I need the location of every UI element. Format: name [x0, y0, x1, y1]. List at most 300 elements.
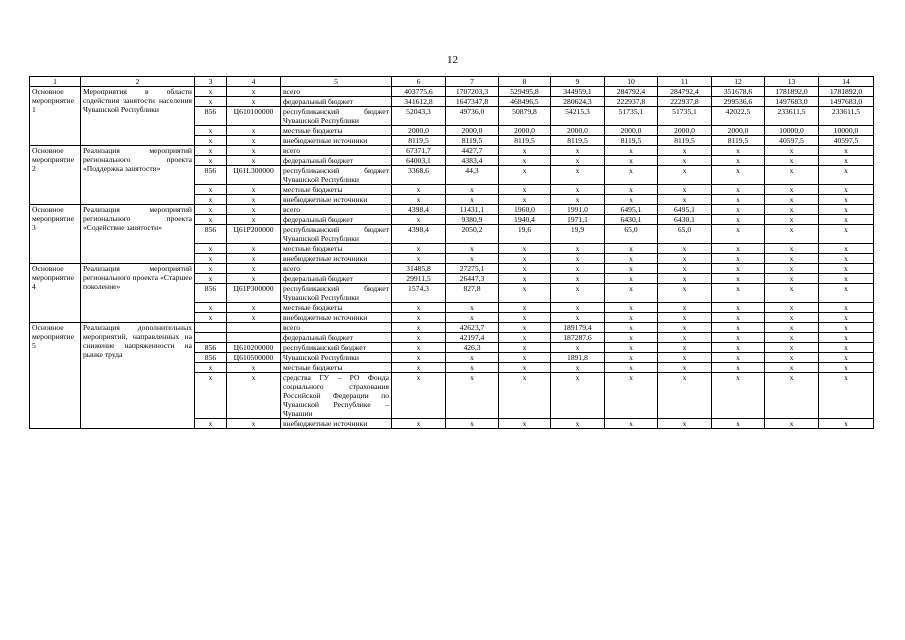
value-cell: 2000,0	[499, 126, 551, 136]
value-cell: x	[765, 284, 819, 303]
value-cell: x	[605, 254, 658, 264]
value-cell: x	[819, 419, 874, 429]
funding-source-cell: федеральный бюджет	[281, 215, 392, 225]
value-cell: x	[819, 323, 874, 333]
value-cell: x	[392, 244, 446, 254]
value-cell: 42022,5	[712, 107, 765, 126]
funding-source-cell: всего	[281, 146, 392, 156]
value-cell: x	[712, 254, 765, 264]
value-cell: 341612,8	[392, 97, 446, 107]
funding-source-cell: внебюджетные источники	[281, 313, 392, 323]
value-cell: x	[765, 215, 819, 225]
value-cell: x	[765, 313, 819, 323]
admin-code-cell: 856	[195, 353, 227, 363]
admin-code-cell: x	[195, 373, 227, 419]
value-cell: 27275,1	[446, 264, 499, 274]
value-cell: x	[392, 313, 446, 323]
budget-code-cell: x	[227, 254, 281, 264]
value-cell: 2000,0	[392, 126, 446, 136]
value-cell: 1781892,0	[819, 87, 874, 97]
event-name-cell: Основное мероприятие 2	[30, 146, 81, 205]
value-cell: x	[658, 254, 712, 264]
value-cell: x	[551, 313, 605, 323]
value-cell: 189179,4	[551, 323, 605, 333]
funding-source-cell: республиканский бюджет Чувашской Республики	[281, 107, 392, 126]
value-cell: x	[605, 353, 658, 363]
value-cell: x	[658, 284, 712, 303]
value-cell: x	[551, 373, 605, 419]
value-cell: x	[605, 185, 658, 195]
value-cell: x	[605, 363, 658, 373]
budget-code-cell: x	[227, 146, 281, 156]
value-cell: x	[658, 195, 712, 205]
value-cell: x	[392, 185, 446, 195]
value-cell: x	[605, 195, 658, 205]
funding-source-cell: всего	[281, 264, 392, 274]
value-cell: x	[765, 205, 819, 215]
value-cell: x	[819, 146, 874, 156]
value-cell: x	[658, 166, 712, 185]
admin-code-cell: x	[195, 126, 227, 136]
value-cell: x	[499, 363, 551, 373]
value-cell: x	[712, 363, 765, 373]
value-cell: x	[392, 343, 446, 353]
value-cell: x	[446, 185, 499, 195]
budget-code-cell: Ц61P300000	[227, 284, 281, 303]
value-cell: x	[605, 166, 658, 185]
value-cell: 44,3	[446, 166, 499, 185]
value-cell: 529495,8	[499, 87, 551, 97]
header-cell: 9	[551, 77, 605, 87]
admin-code-cell: x	[195, 264, 227, 274]
funding-source-cell: внебюджетные источники	[281, 254, 392, 264]
funding-source-cell: внебюджетные источники	[281, 419, 392, 429]
header-cell: 5	[281, 77, 392, 87]
event-description-cell: Мероприятия в области содействия занятости населения Чувашской Республики	[81, 87, 195, 146]
budget-code-cell	[227, 333, 281, 343]
value-cell: 1891,8	[551, 353, 605, 363]
value-cell: x	[392, 353, 446, 363]
value-cell: x	[499, 303, 551, 313]
value-cell: x	[712, 343, 765, 353]
value-cell: x	[551, 284, 605, 303]
value-cell: x	[765, 225, 819, 244]
header-cell: 3	[195, 77, 227, 87]
value-cell: 1497683,0	[765, 97, 819, 107]
value-cell: x	[446, 244, 499, 254]
funding-source-cell: федеральный бюджет	[281, 274, 392, 284]
value-cell: x	[658, 303, 712, 313]
value-cell: x	[551, 419, 605, 429]
value-cell: 4427,7	[446, 146, 499, 156]
value-cell: x	[765, 343, 819, 353]
value-cell: 1574,3	[392, 284, 446, 303]
value-cell: x	[658, 264, 712, 274]
value-cell: x	[551, 166, 605, 185]
value-cell: x	[499, 254, 551, 264]
funding-source-cell: местные бюджеты	[281, 244, 392, 254]
budget-code-cell: x	[227, 274, 281, 284]
value-cell: 52043,3	[392, 107, 446, 126]
funding-source-cell: федеральный бюджет	[281, 156, 392, 166]
value-cell: x	[819, 254, 874, 264]
value-cell: x	[658, 363, 712, 373]
admin-code-cell: x	[195, 244, 227, 254]
value-cell: 2000,0	[551, 126, 605, 136]
value-cell: 1647347,8	[446, 97, 499, 107]
funding-source-cell: местные бюджеты	[281, 303, 392, 313]
budget-code-cell: x	[227, 264, 281, 274]
value-cell: 19,9	[551, 225, 605, 244]
value-cell: x	[819, 205, 874, 215]
value-cell: x	[712, 166, 765, 185]
value-cell: x	[605, 343, 658, 353]
budget-code-cell: x	[227, 419, 281, 429]
value-cell: x	[605, 303, 658, 313]
value-cell: x	[765, 363, 819, 373]
value-cell: x	[712, 185, 765, 195]
admin-code-cell: x	[195, 274, 227, 284]
value-cell: 280624,3	[551, 97, 605, 107]
value-cell: x	[765, 254, 819, 264]
value-cell: x	[765, 274, 819, 284]
funding-source-cell: местные бюджеты	[281, 185, 392, 195]
funding-source-cell: Чувашской Республики	[281, 353, 392, 363]
value-cell: x	[765, 303, 819, 313]
value-cell: x	[446, 254, 499, 264]
budget-code-cell: x	[227, 313, 281, 323]
value-cell: x	[712, 419, 765, 429]
value-cell: 2050,2	[446, 225, 499, 244]
value-cell: 8119,5	[392, 136, 446, 146]
value-cell: x	[551, 185, 605, 195]
value-cell: x	[499, 166, 551, 185]
value-cell: x	[819, 284, 874, 303]
funding-source-cell: внебюджетные источники	[281, 195, 392, 205]
budget-code-cell: x	[227, 205, 281, 215]
value-cell: x	[499, 274, 551, 284]
value-cell: 65,0	[605, 225, 658, 244]
table-row	[30, 146, 874, 156]
value-cell: x	[392, 254, 446, 264]
value-cell: x	[499, 373, 551, 419]
table-row	[30, 323, 874, 333]
value-cell: 8119,5	[658, 136, 712, 146]
admin-code-cell: x	[195, 87, 227, 97]
admin-code-cell: 856	[195, 284, 227, 303]
value-cell: x	[658, 323, 712, 333]
value-cell: 284792,4	[658, 87, 712, 97]
value-cell: x	[819, 343, 874, 353]
value-cell: 8119,5	[499, 136, 551, 146]
value-cell: x	[712, 225, 765, 244]
value-cell: x	[819, 313, 874, 323]
budget-code-cell: Ц610500000	[227, 353, 281, 363]
value-cell: 1781892,0	[765, 87, 819, 97]
admin-code-cell: x	[195, 195, 227, 205]
value-cell: x	[551, 254, 605, 264]
value-cell: x	[819, 353, 874, 363]
value-cell: x	[551, 146, 605, 156]
value-cell: x	[446, 373, 499, 419]
value-cell: x	[499, 244, 551, 254]
value-cell: x	[658, 156, 712, 166]
value-cell: x	[499, 156, 551, 166]
value-cell: 51735,1	[605, 107, 658, 126]
admin-code-cell: x	[195, 185, 227, 195]
value-cell: x	[605, 244, 658, 254]
budget-code-cell: x	[227, 244, 281, 254]
value-cell: x	[712, 205, 765, 215]
value-cell: 19,6	[499, 225, 551, 244]
budget-code-cell: x	[227, 195, 281, 205]
value-cell: 40597,5	[819, 136, 874, 146]
admin-code-cell: x	[195, 215, 227, 225]
header-cell: 2	[81, 77, 195, 87]
value-cell: 1991,0	[551, 205, 605, 215]
value-cell: 284792,4	[605, 87, 658, 97]
value-cell: 233611,5	[765, 107, 819, 126]
value-cell: 1497683,0	[819, 97, 874, 107]
value-cell: x	[392, 323, 446, 333]
value-cell: 2000,0	[712, 126, 765, 136]
event-description-cell: Реализация мероприятий регионального проекта «Содействие занятости»	[81, 205, 195, 264]
value-cell: 2000,0	[605, 126, 658, 136]
value-cell: x	[658, 244, 712, 254]
value-cell: x	[446, 303, 499, 313]
value-cell: 11431,1	[446, 205, 499, 215]
value-cell: x	[765, 323, 819, 333]
value-cell: x	[765, 195, 819, 205]
value-cell: x	[605, 156, 658, 166]
value-cell: x	[765, 264, 819, 274]
value-cell: x	[819, 363, 874, 373]
value-cell: 1960,0	[499, 205, 551, 215]
value-cell: 4398,4	[392, 225, 446, 244]
value-cell: 67371,7	[392, 146, 446, 156]
value-cell: 9380,9	[446, 215, 499, 225]
budget-code-cell: Ц61L300000	[227, 166, 281, 185]
funding-source-cell: республиканский бюджет Чувашской Республики	[281, 284, 392, 303]
value-cell: x	[658, 343, 712, 353]
budget-code-cell	[227, 323, 281, 333]
value-cell: x	[392, 373, 446, 419]
value-cell: x	[712, 323, 765, 333]
event-description-cell: Реализация мероприятий регионального проекта «Старшее поколение»	[81, 264, 195, 323]
value-cell: 6430,1	[658, 215, 712, 225]
value-cell: 344959,1	[551, 87, 605, 97]
value-cell: 26447,3	[446, 274, 499, 284]
funding-source-cell: местные бюджеты	[281, 363, 392, 373]
value-cell: 10000,0	[765, 126, 819, 136]
value-cell: x	[819, 156, 874, 166]
value-cell: 10000,0	[819, 126, 874, 136]
value-cell: x	[819, 215, 874, 225]
funding-source-cell: внебюджетные источники	[281, 136, 392, 146]
value-cell: x	[819, 274, 874, 284]
event-name-cell: Основное мероприятие 5	[30, 323, 81, 429]
value-cell: x	[392, 419, 446, 429]
admin-code-cell: x	[195, 146, 227, 156]
value-cell: x	[499, 313, 551, 323]
value-cell: x	[819, 225, 874, 244]
header-cell: 8	[499, 77, 551, 87]
value-cell: x	[712, 333, 765, 343]
value-cell: 6495,1	[605, 205, 658, 215]
event-name-cell: Основное мероприятие 4	[30, 264, 81, 323]
value-cell: 2000,0	[446, 126, 499, 136]
value-cell: 222937,8	[605, 97, 658, 107]
budget-code-cell: x	[227, 136, 281, 146]
header-cell: 7	[446, 77, 499, 87]
value-cell: 4398,4	[392, 205, 446, 215]
value-cell: x	[392, 215, 446, 225]
value-cell: 8119,5	[605, 136, 658, 146]
value-cell: 40597,5	[765, 136, 819, 146]
value-cell: x	[551, 343, 605, 353]
value-cell: x	[446, 419, 499, 429]
header-cell: 13	[765, 77, 819, 87]
value-cell: 3368,6	[392, 166, 446, 185]
page-number: 12	[447, 54, 458, 66]
value-cell: x	[392, 303, 446, 313]
header-cell: 1	[30, 77, 81, 87]
event-name-cell: Основное мероприятие 1	[30, 87, 81, 146]
value-cell: 468496,5	[499, 97, 551, 107]
value-cell: x	[819, 244, 874, 254]
value-cell: x	[446, 313, 499, 323]
header-cell: 10	[605, 77, 658, 87]
value-cell: 1971,1	[551, 215, 605, 225]
value-cell: 1940,4	[499, 215, 551, 225]
value-cell: 64003,1	[392, 156, 446, 166]
budget-code-cell: x	[227, 156, 281, 166]
value-cell: x	[499, 343, 551, 353]
value-cell: x	[551, 363, 605, 373]
admin-code-cell: 856	[195, 225, 227, 244]
value-cell: 6495,1	[658, 205, 712, 215]
value-cell: x	[551, 156, 605, 166]
value-cell: x	[765, 146, 819, 156]
budget-code-cell: x	[227, 126, 281, 136]
value-cell: x	[712, 156, 765, 166]
value-cell: x	[551, 303, 605, 313]
value-cell: 8119,5	[712, 136, 765, 146]
value-cell: x	[392, 363, 446, 373]
value-cell: x	[765, 333, 819, 343]
value-cell: x	[605, 419, 658, 429]
value-cell: x	[658, 185, 712, 195]
funding-source-cell: республиканский бюджет Чувашской Республики	[281, 166, 392, 185]
funding-source-cell: республиканский бюджет	[281, 343, 392, 353]
value-cell: 187287,6	[551, 333, 605, 343]
value-cell: x	[499, 353, 551, 363]
value-cell: 1707203,3	[446, 87, 499, 97]
value-cell: x	[765, 156, 819, 166]
value-cell: x	[712, 353, 765, 363]
value-cell: x	[446, 363, 499, 373]
value-cell: x	[712, 195, 765, 205]
value-cell: x	[551, 195, 605, 205]
value-cell: 299536,6	[712, 97, 765, 107]
value-cell: x	[658, 313, 712, 323]
header-row	[30, 77, 874, 87]
value-cell: x	[551, 264, 605, 274]
value-cell: x	[712, 373, 765, 419]
value-cell: x	[765, 185, 819, 195]
admin-code-cell: x	[195, 363, 227, 373]
value-cell: x	[658, 274, 712, 284]
value-cell: x	[819, 303, 874, 313]
value-cell: x	[819, 195, 874, 205]
value-cell: 8119,5	[446, 136, 499, 146]
value-cell: x	[712, 215, 765, 225]
value-cell: x	[658, 373, 712, 419]
budget-code-cell: Ц610200000	[227, 343, 281, 353]
event-description-cell: Реализация мероприятий регионального проекта «Поддержка занятости»	[81, 146, 195, 205]
admin-code-cell: 856	[195, 166, 227, 185]
budget-code-cell: x	[227, 97, 281, 107]
value-cell: x	[392, 333, 446, 343]
budget-code-cell: x	[227, 87, 281, 97]
value-cell: x	[605, 264, 658, 274]
value-cell: x	[765, 373, 819, 419]
value-cell: x	[446, 195, 499, 205]
admin-code-cell: x	[195, 97, 227, 107]
value-cell: x	[658, 333, 712, 343]
value-cell: x	[605, 284, 658, 303]
value-cell: x	[392, 195, 446, 205]
admin-code-cell: x	[195, 205, 227, 215]
value-cell: x	[499, 419, 551, 429]
budget-code-cell: x	[227, 185, 281, 195]
value-cell: 233611,5	[819, 107, 874, 126]
value-cell: 51735,1	[658, 107, 712, 126]
admin-code-cell	[195, 333, 227, 343]
value-cell: x	[551, 274, 605, 284]
value-cell: x	[499, 146, 551, 156]
funding-source-cell: республиканский бюджет Чувашской Республики	[281, 225, 392, 244]
value-cell: x	[605, 373, 658, 419]
value-cell: x	[658, 353, 712, 363]
header-cell: 11	[658, 77, 712, 87]
funding-source-cell: всего	[281, 87, 392, 97]
budget-code-cell: Ц61P200000	[227, 225, 281, 244]
event-name-cell: Основное мероприятие 3	[30, 205, 81, 264]
admin-code-cell: x	[195, 313, 227, 323]
value-cell: x	[499, 185, 551, 195]
value-cell: x	[712, 244, 765, 254]
value-cell: x	[819, 333, 874, 343]
value-cell: x	[819, 264, 874, 274]
value-cell: 827,8	[446, 284, 499, 303]
value-cell: 42623,7	[446, 323, 499, 333]
table-row	[30, 87, 874, 97]
value-cell: x	[819, 166, 874, 185]
value-cell: 31485,8	[392, 264, 446, 274]
admin-code-cell	[195, 323, 227, 333]
value-cell: 426,3	[446, 343, 499, 353]
value-cell: x	[712, 146, 765, 156]
value-cell: x	[712, 313, 765, 323]
value-cell: 49736,0	[446, 107, 499, 126]
admin-code-cell: 856	[195, 107, 227, 126]
value-cell: 2000,0	[658, 126, 712, 136]
value-cell: x	[819, 373, 874, 419]
table-row	[30, 264, 874, 274]
value-cell: x	[499, 195, 551, 205]
table-row	[30, 205, 874, 215]
